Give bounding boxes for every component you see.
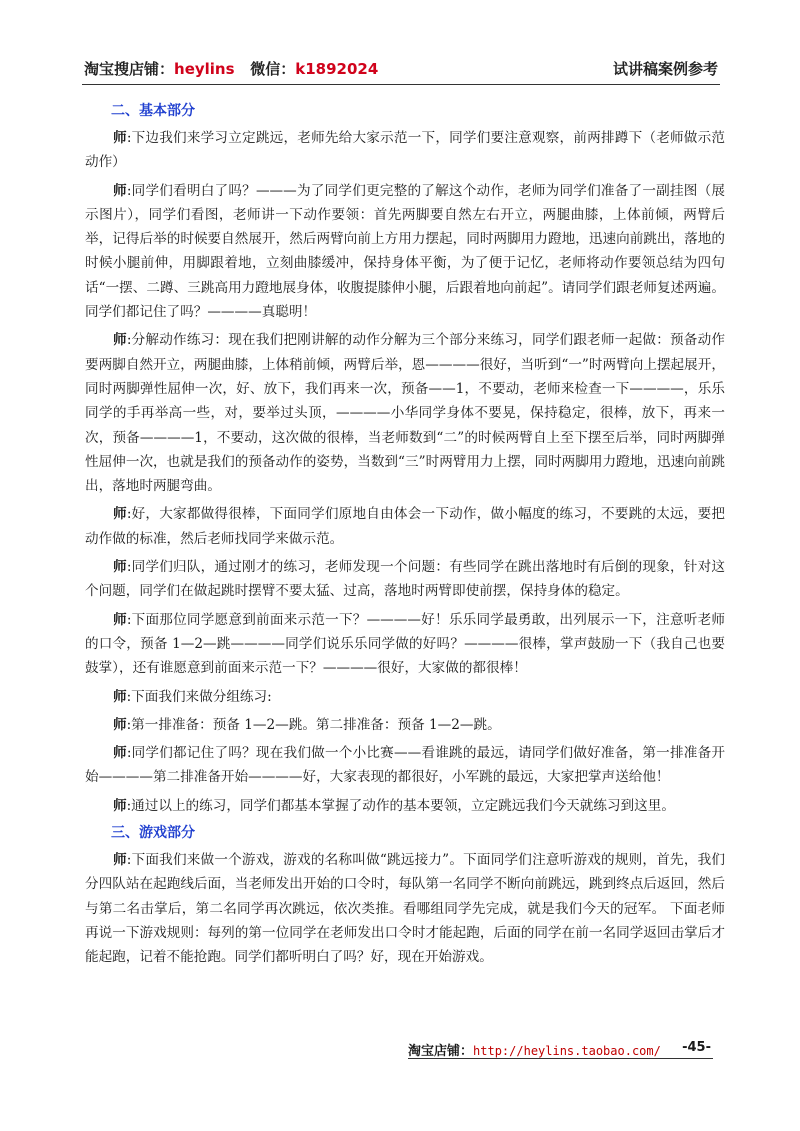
paragraph-text: :通过以上的练习，同学们都基本掌握了动作的基本要领，立定跳远我们今天就练习到这里。: [126, 797, 675, 814]
paragraph-text: :下面我们来做分组练习:: [126, 688, 272, 705]
section-title-basic: 二、基本部分: [111, 103, 195, 119]
wechat-id: k1892024: [295, 60, 379, 78]
paragraph: [85, 502, 725, 551]
paragraph-text: :分解动作练习：现在我们把刚讲解的动作分解为三个部分来练习，同学们跟老师一起做：预备动作要两脚自然开立，两腿曲膝，上体稍前倾，两臂后举，恩————很好，当听到“一”时两臂向上摆起展开，同时两脚弹性屈伸一次，好、放下，我们再来一次，预备——1，不要动，老师来检查一下————，乐乐同学的手再举高一些，对，要举过头顶，————小华同学身体不要晃，保持稳定，很棒，放下，再来一次，预备————1，不要动，这次做的很棒，当老师数到“二”的时候两臂自上至下摆至后举，同时两脚弹性屈伸一次，也就是我们的预备动作的姿势，当数到“三”时两臂用力上摆，同时两脚用力蹬地，迅速向前跳出，落地时两腿弯曲。: [85, 332, 726, 495]
speaker-label: 师: [113, 688, 127, 705]
paragraph-text: :好，大家都做得很棒，下面同学们原地自由体会一下动作，做小幅度的练习，不要跳的太远，要把动作做的标准，然后老师找同学来做示范。: [85, 506, 726, 547]
paragraph: [85, 741, 725, 790]
speaker-label: 师: [113, 506, 127, 523]
speaker-label: 师: [113, 797, 127, 814]
footer-shop: [408, 1040, 661, 1059]
paragraph: [85, 126, 725, 175]
paragraph-text: :同学们都记住了吗？现在我们做一个小比赛——看谁跳的最远，请同学们做好准备，第一排准备开始————第二排准备开始————好，大家表现的都很好，小军跳的最远，大家把掌声送给他！: [85, 745, 726, 786]
speaker-label: 师: [113, 332, 127, 349]
footer-url-link[interactable]: http://heylins.taobao.com/: [473, 1044, 661, 1058]
paragraph-text: :第一排准备：预备 1—2—跳。第二排准备：预备 1—2—跳。: [126, 716, 501, 733]
paragraph-text: :下面我们来做一个游戏，游戏的名称叫做“跳远接力”。下面同学们注意听游戏的规则，首先，我们分四队站在起跑线后面，当老师发出开始的口令时，每队第一名同学不断向前跳远，跳到终点后返回，然后与第二名击掌后，第二名同学再次跳远，依次类推。看哪组同学先完成，就是我们今天的冠军。 下面老师再说一下游戏规则：每列的第一位同学在老师发出口令时才能起跑，后面的同学在前一名同学返回击掌后才能起跑，记着不能抢跑。同学们都听明白了吗？好，现在开始游戏。: [85, 852, 725, 966]
paragraph: [85, 848, 725, 969]
page-footer: [408, 1040, 713, 1059]
paragraph: [85, 685, 725, 709]
speaker-label: 师: [113, 130, 127, 146]
paragraph: [85, 555, 725, 604]
paragraph: [85, 713, 725, 737]
paragraph-text: :同学们看明白了吗？———为了同学们更完整的了解这个动作，老师为同学们准备了一副挂图（展示图片），同学们看图，老师讲一下动作要领：首先两脚要自然左右开立，两腿曲膝，上体前倾，两臂后举，记得后举的时候要自然展开，然后两臂向前上方用力摆起，同时两脚用力蹬地，迅速向前跳出，落地的时候小腿前伸，用脚跟着地，立刻曲膝缓冲，保持身体平衡，为了便于记忆，老师将动作要领总结为四句话“一摆、二蹲、三跳高用力蹬地展身体，收腹提膝伸小腿，后跟着地向前起”。请同学们跟老师复述两遍。同学们都记住了吗？————真聪明！: [85, 182, 726, 321]
paragraph: [85, 794, 725, 818]
shop-label: 淘宝搜店铺：: [84, 60, 175, 78]
speaker-label: 师: [113, 716, 127, 733]
paragraph: [85, 179, 725, 325]
speaker-label: 师: [113, 745, 127, 762]
footer-label: 淘宝店铺：: [408, 1044, 474, 1059]
page-header: [82, 56, 720, 85]
section-title-game: 三、游戏部分: [111, 825, 195, 842]
paragraph-text: :下面那位同学愿意到前面来示范一下？————好！乐乐同学最勇敢，出列展示一下，注意听老师的口令，预备 1—2—跳————同学们说乐乐同学做的好吗？————很棒，掌声鼓励一下（我自己也要鼓掌），还有谁愿意到前面来示范一下？————很好，大家做的都很棒！: [85, 611, 726, 677]
wechat-label: 微信：: [250, 60, 296, 78]
speaker-label: 师: [113, 852, 127, 869]
speaker-label: 师: [113, 182, 127, 199]
header-shop-info: [84, 58, 378, 79]
header-title: 试讲稿案例参考: [612, 60, 718, 78]
paragraph: [85, 328, 725, 498]
paragraph: [85, 608, 725, 681]
shop-name: heylins: [174, 60, 235, 78]
speaker-label: 师: [113, 559, 127, 576]
document-body: [85, 100, 725, 974]
paragraph-text: :同学们归队，通过刚才的练习，老师发现一个问题：有些同学在跳出落地时有后倒的现象，针对这个问题，同学们在做起跳时摆臂不要太猛、过高，落地时两臂即使前摆，保持身体的稳定。: [85, 559, 726, 600]
page-number: -45-: [682, 1040, 711, 1055]
speaker-label: 师: [113, 611, 127, 628]
paragraph-text: :下边我们来学习立定跳远，老师先给大家示范一下，同学们要注意观察，前两排蹲下（老师做示范动作）: [85, 130, 726, 171]
